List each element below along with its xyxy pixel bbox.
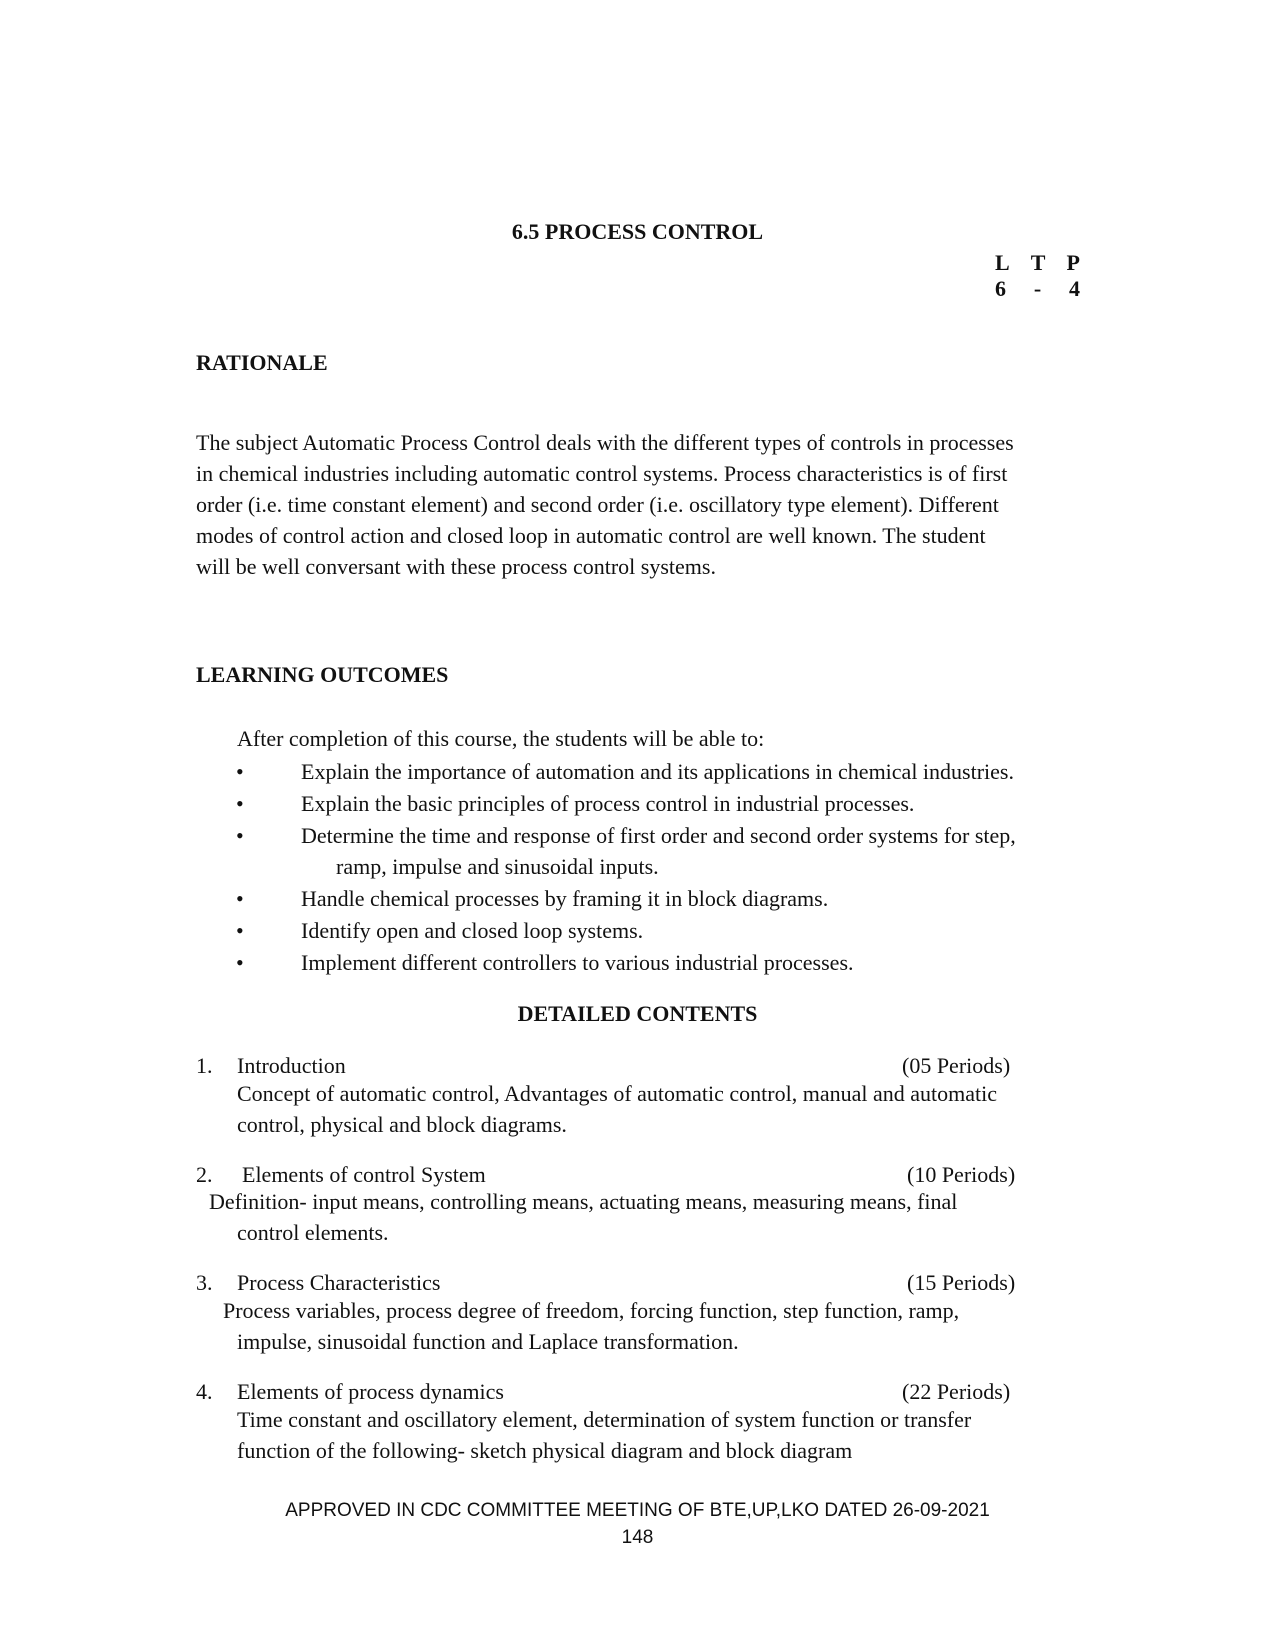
section-description-line: Definition- input means, controlling means, actuating means, measuring means, final [209, 1189, 958, 1214]
section-description-line: function of the following- sketch physical diagram and block diagram [237, 1438, 853, 1463]
bullet-icon: • [236, 886, 244, 911]
learning-outcomes-heading: LEARNING OUTCOMES [196, 662, 449, 687]
rationale-line: in chemical industries including automatic control systems. Process characteristics is of first [196, 461, 1008, 486]
list-item-text: Determine the time and response of first order and second order systems for step, [301, 823, 1016, 848]
section-periods: (22 Periods) [902, 1379, 1011, 1404]
section-title: Introduction [237, 1053, 346, 1078]
rationale-line: modes of control action and closed loop in automatic control are well known. The student [196, 523, 986, 548]
bullet-icon: • [236, 950, 244, 975]
list-item-text: Explain the basic principles of process control in industrial processes. [301, 791, 915, 816]
bullet-icon: • [236, 791, 244, 816]
section-description-line: Process variables, process degree of freedom, forcing function, step function, ramp, [223, 1298, 960, 1323]
section-description-line: Time constant and oscillatory element, determination of system function or transfer [237, 1407, 972, 1432]
ltp-header-row [995, 250, 1080, 276]
rationale-line: order (i.e. time constant element) and second order (i.e. oscillatory type element). Different [196, 492, 999, 517]
list-item-text: Explain the importance of automation and its applications in chemical industries. [301, 759, 1014, 784]
page-title: 6.5 PROCESS CONTROL [511, 219, 764, 244]
ltp-table [995, 250, 1080, 302]
section-number: 2. [196, 1162, 213, 1187]
section-periods: (10 Periods) [907, 1162, 1016, 1187]
section-number: 4. [196, 1379, 213, 1404]
ltp-value-l: 6 [995, 276, 1006, 301]
section-description-line: control, physical and block diagrams. [237, 1112, 567, 1137]
detailed-contents-heading: DETAILED CONTENTS [517, 1001, 758, 1026]
ltp-header-l: L [995, 250, 1010, 275]
rationale-line: will be well conversant with these process control systems. [196, 554, 716, 579]
section-description-line: control elements. [237, 1220, 389, 1245]
section-title: Elements of process dynamics [237, 1379, 504, 1404]
list-item-text: Implement different controllers to various industrial processes. [301, 950, 854, 975]
list-item-text: Identify open and closed loop systems. [301, 918, 644, 943]
ltp-header-t: T [1030, 250, 1046, 275]
approval-footer: APPROVED IN CDC COMMITTEE MEETING OF BTE,UP,LKO DATED 26-09-2021 [285, 1500, 990, 1521]
list-item-text-continued: ramp, impulse and sinusoidal inputs. [336, 854, 659, 879]
page-number: 148 [621, 1527, 654, 1548]
rationale-line: The subject Automatic Process Control deals with the different types of controls in processes [196, 430, 1014, 455]
learning-outcomes-intro: After completion of this course, the students will be able to: [237, 726, 765, 751]
list-item-text: Handle chemical processes by framing it in block diagrams. [301, 886, 829, 911]
bullet-icon: • [236, 823, 244, 848]
section-description-line: Concept of automatic control, Advantages of automatic control, manual and automatic [237, 1081, 997, 1106]
rationale-paragraph [196, 427, 1096, 582]
ltp-value-t: - [1033, 276, 1042, 301]
ltp-value-p: 4 [1068, 276, 1080, 301]
bullet-icon: • [236, 918, 244, 943]
ltp-value-row [995, 276, 1080, 302]
section-title: Elements of control System [242, 1162, 486, 1187]
section-number: 3. [196, 1270, 213, 1295]
bullet-icon: • [236, 759, 244, 784]
section-periods: (05 Periods) [902, 1053, 1011, 1078]
section-number: 1. [196, 1053, 213, 1078]
section-periods: (15 Periods) [907, 1270, 1016, 1295]
ltp-header-p: P [1066, 250, 1080, 275]
section-title: Process Characteristics [237, 1270, 441, 1295]
rationale-heading: RATIONALE [196, 350, 328, 375]
section-description-line: impulse, sinusoidal function and Laplace transformation. [237, 1329, 739, 1354]
